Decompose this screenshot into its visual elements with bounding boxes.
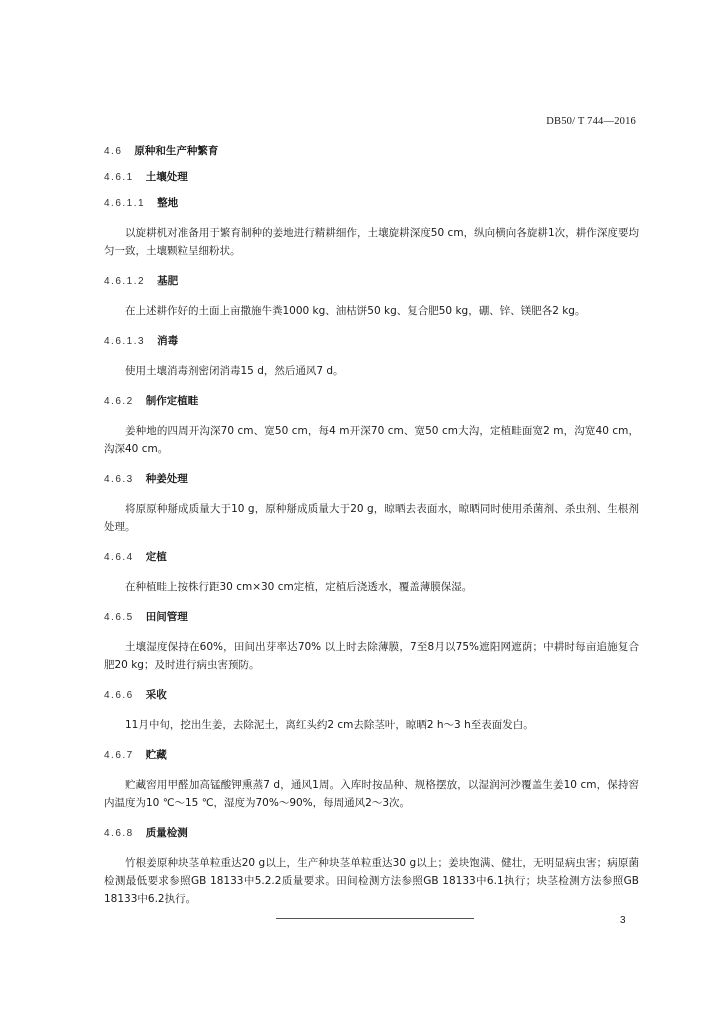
section-title: 制作定植畦 xyxy=(145,395,199,407)
section-paragraph: 贮藏窖用甲醛加高锰酸钾熏蒸7 d，通风1周。入库时按品种、规格摆放，以湿润河沙覆盖生姜10 cm，保持窖内温度为10 ℃～15 ℃，湿度为70%～90%，每周通风2～3次。 xyxy=(104,779,639,809)
section-title: 采收 xyxy=(145,689,167,701)
section-heading-4-6-2 xyxy=(104,394,639,408)
section-heading-4-6-1-2 xyxy=(104,274,639,288)
section-heading-4-6-8 xyxy=(104,826,639,840)
footer-divider xyxy=(276,918,474,919)
section-number: 4.6.4 xyxy=(104,552,134,563)
section-paragraph: 使用土壤消毒剂密闭消毒15 d，然后通风7 d。 xyxy=(125,365,344,377)
section-paragraph: 在种植畦上按株行距30 cm×30 cm定植，定植后浇透水，覆盖薄膜保湿。 xyxy=(125,581,473,593)
section-title: 基肥 xyxy=(157,275,179,287)
section-heading-4-6-6 xyxy=(104,688,639,702)
section-number: 4.6.2 xyxy=(104,396,134,407)
section-title: 质量检测 xyxy=(145,827,188,839)
section-paragraph: 11月中旬，挖出生姜，去除泥土，离红头约2 cm去除茎叶，晾晒2 h～3 h至表面发白。 xyxy=(125,719,534,731)
section-number: 4.6 xyxy=(104,146,123,157)
section-title: 消毒 xyxy=(157,335,179,347)
section-title: 定植 xyxy=(145,551,167,563)
section-heading-4-6-1 xyxy=(104,170,639,184)
section-title: 种姜处理 xyxy=(145,473,188,485)
section-number: 4.6.1.3 xyxy=(104,336,146,347)
section-number: 4.6.3 xyxy=(104,474,134,485)
section-number: 4.6.5 xyxy=(104,612,134,623)
section-number: 4.6.7 xyxy=(104,750,134,761)
section-title: 田间管理 xyxy=(145,611,188,623)
section-paragraph: 将原原种掰成质量大于10 g，原种掰成质量大于20 g，晾晒去表面水，晾晒同时使用杀菌剂、杀虫剂、生根剂处理。 xyxy=(104,503,639,533)
section-number: 4.6.1.2 xyxy=(104,276,146,287)
section-heading-4-6-3 xyxy=(104,472,639,486)
section-heading-4-6-5 xyxy=(104,610,639,624)
section-paragraph: 在上述耕作好的土面上亩撒施牛粪1000 kg、油枯饼50 kg、复合肥50 kg，硼、锌、镁肥各2 kg。 xyxy=(125,305,586,317)
section-paragraph: 土壤湿度保持在60%，田间出芽率达70% 以上时去除薄膜，7至8月以75%遮阳网遮荫；中耕时每亩追施复合肥20 kg；及时进行病虫害预防。 xyxy=(104,641,639,671)
document-body xyxy=(104,144,639,908)
section-title: 原种和生产种繁育 xyxy=(134,145,219,157)
section-paragraph: 姜种地的四周开沟深70 cm、宽50 cm，每4 m开深70 cm、宽50 cm大沟，定植畦面宽2 m，沟宽40 cm，沟深40 cm。 xyxy=(104,425,639,455)
section-number: 4.6.1.1 xyxy=(104,198,146,209)
section-paragraph: 竹根姜原种块茎单粒重达20 g以上，生产种块茎单粒重达30 g以上；姜块饱满、健壮，无明显病虫害；病原菌检测最低要求参照GB 18133中5.2.2质量要求。田间检测方法参照GB 18133中6.1执行；块茎检测方法参照GB 18133中6.2执行。 xyxy=(104,857,639,905)
section-heading-4-6-7 xyxy=(104,748,639,762)
section-number: 4.6.8 xyxy=(104,828,134,839)
section-title: 整地 xyxy=(157,197,179,209)
section-heading-4-6-4 xyxy=(104,550,639,564)
section-title: 贮藏 xyxy=(145,749,167,761)
section-heading-4-6-1-3 xyxy=(104,334,639,348)
section-number: 4.6.1 xyxy=(104,172,134,183)
section-paragraph: 以旋耕机对准备用于繁育制种的姜地进行精耕细作，土壤旋耕深度50 cm，纵向横向各旋耕1次，耕作深度要均匀一致，土壤颗粒呈细粉状。 xyxy=(104,227,639,257)
section-title: 土壤处理 xyxy=(145,171,188,183)
section-heading-4-6-1-1 xyxy=(104,196,639,210)
section-heading-4-6 xyxy=(104,144,639,158)
document-code: DB50/ T 744—2016 xyxy=(546,116,636,127)
page-number: 3 xyxy=(620,915,626,926)
section-number: 4.6.6 xyxy=(104,690,134,701)
